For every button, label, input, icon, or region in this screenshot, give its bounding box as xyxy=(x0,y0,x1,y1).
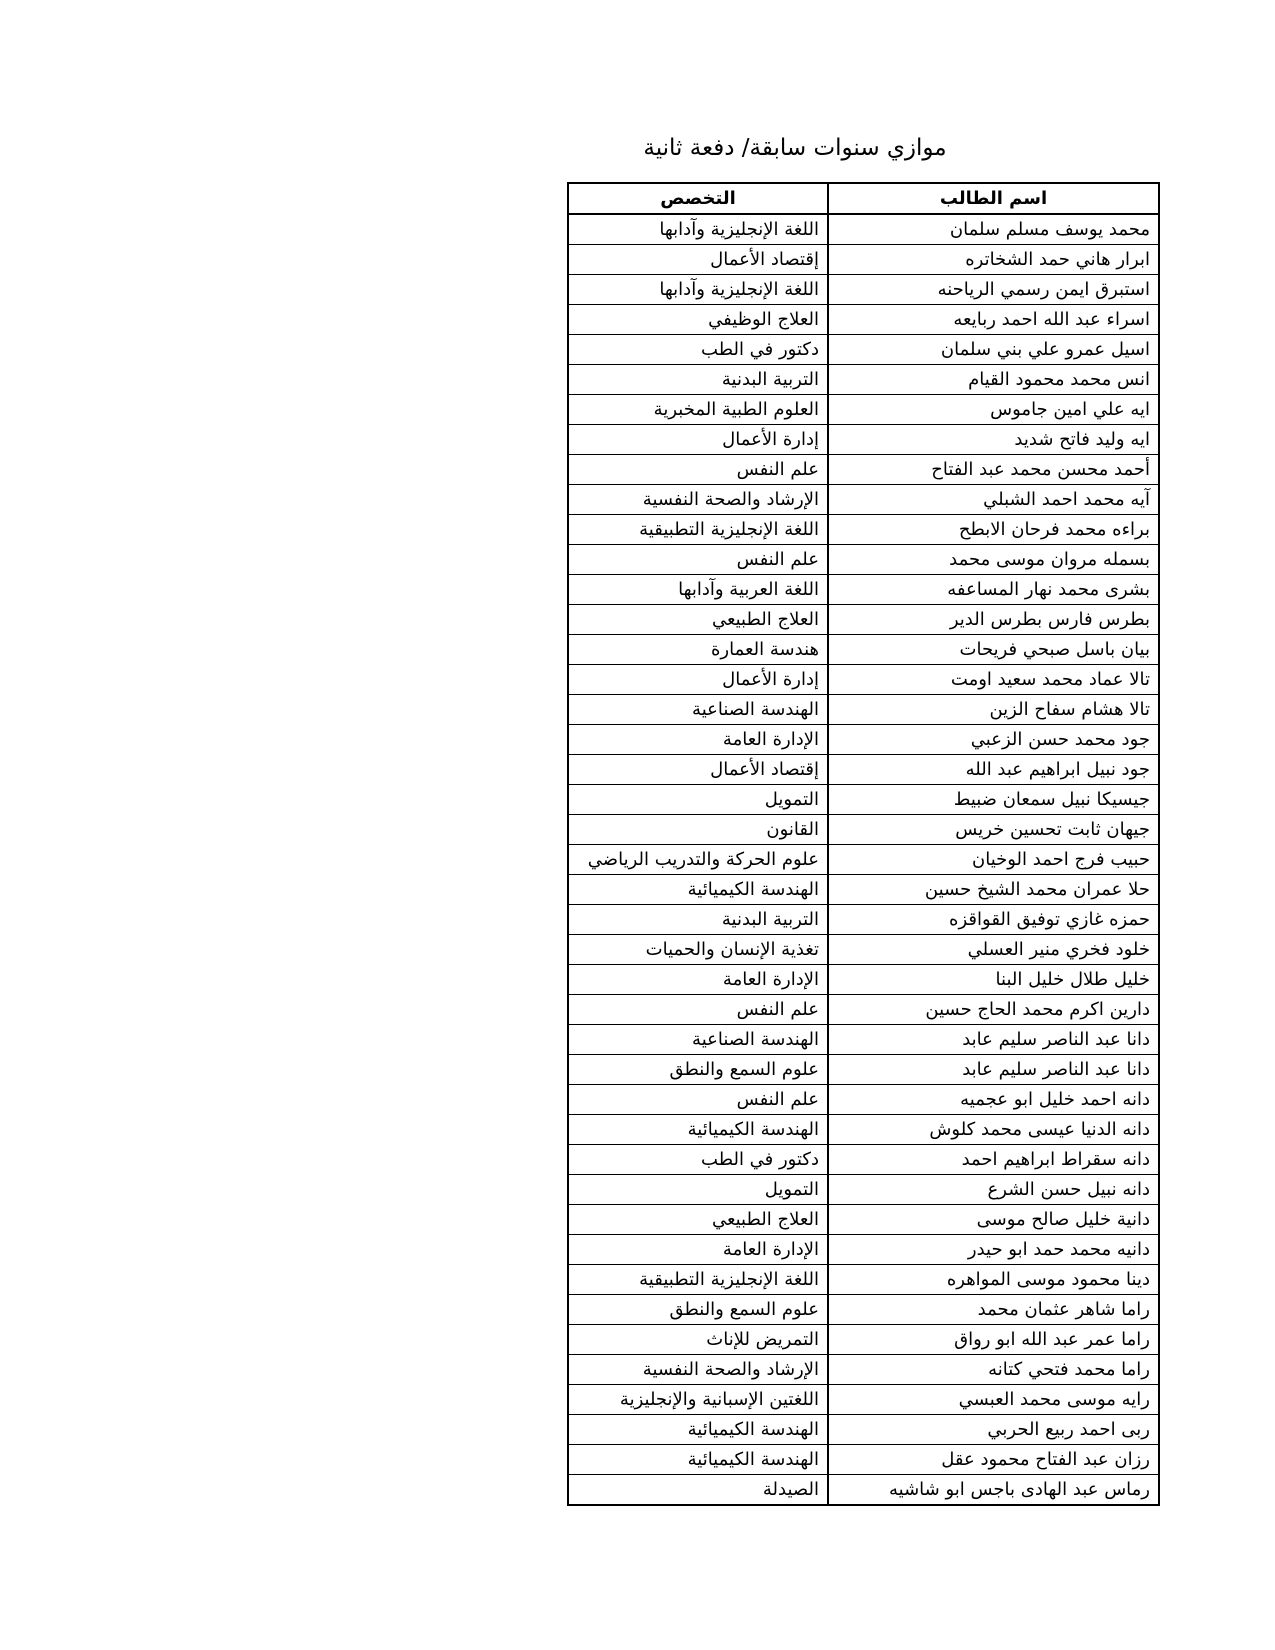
table-row xyxy=(568,935,1159,965)
major-cell: العلوم الطبية المخبرية xyxy=(568,395,828,425)
student-name-cell: راما عمر عبد الله ابو رواق xyxy=(828,1325,1159,1355)
student-name-cell: رايه موسى محمد العبسي xyxy=(828,1385,1159,1415)
table-row xyxy=(568,755,1159,785)
major-cell: إقتصاد الأعمال xyxy=(568,755,828,785)
major-cell: الإرشاد والصحة النفسية xyxy=(568,485,828,515)
students-table-body xyxy=(568,214,1159,1505)
major-cell: التربية البدنية xyxy=(568,905,828,935)
table-row xyxy=(568,1415,1159,1445)
table-row xyxy=(568,1085,1159,1115)
column-header-student-name: اسم الطالب xyxy=(828,183,1159,214)
major-cell: دكتور في الطب xyxy=(568,1145,828,1175)
student-name-cell: حمزه غازي توفيق القواقزه xyxy=(828,905,1159,935)
student-name-cell: آيه محمد احمد الشبلي xyxy=(828,485,1159,515)
table-row xyxy=(568,425,1159,455)
table-row xyxy=(568,245,1159,275)
major-cell: علوم الحركة والتدريب الرياضي xyxy=(568,845,828,875)
major-cell: العلاج الطبيعي xyxy=(568,605,828,635)
major-cell: علم النفس xyxy=(568,455,828,485)
major-cell: علوم السمع والنطق xyxy=(568,1055,828,1085)
major-cell: اللغة الإنجليزية التطبيقية xyxy=(568,1265,828,1295)
column-header-major: التخصص xyxy=(568,183,828,214)
student-name-cell: ربى احمد ربيع الحربي xyxy=(828,1415,1159,1445)
student-name-cell: ايه وليد فاتح شديد xyxy=(828,425,1159,455)
major-cell: علم النفس xyxy=(568,1085,828,1115)
major-cell: دكتور في الطب xyxy=(568,335,828,365)
table-row xyxy=(568,1055,1159,1085)
major-cell: علوم السمع والنطق xyxy=(568,1295,828,1325)
student-name-cell: خليل طلال خليل البنا xyxy=(828,965,1159,995)
student-name-cell: دانه احمد خليل ابو عجميه xyxy=(828,1085,1159,1115)
student-name-cell: تالا هشام سفاح الزين xyxy=(828,695,1159,725)
student-name-cell: دارين اكرم محمد الحاج حسين xyxy=(828,995,1159,1025)
table-row xyxy=(568,995,1159,1025)
table-row xyxy=(568,875,1159,905)
student-name-cell: استبرق ايمن رسمي الرياحنه xyxy=(828,275,1159,305)
student-name-cell: دانه سقراط ابراهيم احمد xyxy=(828,1145,1159,1175)
major-cell: اللغة العربية وآدابها xyxy=(568,575,828,605)
major-cell: التربية البدنية xyxy=(568,365,828,395)
table-row xyxy=(568,785,1159,815)
major-cell: الهندسة الكيميائية xyxy=(568,1415,828,1445)
major-cell: اللغة الإنجليزية التطبيقية xyxy=(568,515,828,545)
page-title: موازي سنوات سابقة/ دفعة ثانية xyxy=(643,135,947,161)
student-name-cell: بشرى محمد نهار المساعفه xyxy=(828,575,1159,605)
major-cell: الصيدلة xyxy=(568,1475,828,1506)
table-row xyxy=(568,335,1159,365)
table-row xyxy=(568,965,1159,995)
student-name-cell: أحمد محسن محمد عبد الفتاح xyxy=(828,455,1159,485)
student-name-cell: براءه محمد فرحان الابطح xyxy=(828,515,1159,545)
major-cell: الإدارة العامة xyxy=(568,725,828,755)
major-cell: التمريض للإناث xyxy=(568,1325,828,1355)
student-name-cell: تالا عماد محمد سعيد اومت xyxy=(828,665,1159,695)
table-row xyxy=(568,1205,1159,1235)
student-name-cell: ابرار هاني حمد الشخاتره xyxy=(828,245,1159,275)
major-cell: اللغة الإنجليزية وآدابها xyxy=(568,275,828,305)
student-name-cell: بيان باسل صبحي فريحات xyxy=(828,635,1159,665)
major-cell: إقتصاد الأعمال xyxy=(568,245,828,275)
table-row xyxy=(568,214,1159,245)
table-row xyxy=(568,545,1159,575)
student-name-cell: جيهان ثابت تحسين خريس xyxy=(828,815,1159,845)
major-cell: التمويل xyxy=(568,785,828,815)
major-cell: الهندسة الكيميائية xyxy=(568,1115,828,1145)
major-cell: اللغتين الإسبانية والإنجليزية xyxy=(568,1385,828,1415)
table-row xyxy=(568,1445,1159,1475)
major-cell: الهندسة الصناعية xyxy=(568,1025,828,1055)
table-row xyxy=(568,365,1159,395)
major-cell: هندسة العمارة xyxy=(568,635,828,665)
table-row xyxy=(568,1025,1159,1055)
student-name-cell: اسراء عبد الله احمد ربايعه xyxy=(828,305,1159,335)
table-row xyxy=(568,1325,1159,1355)
table-row xyxy=(568,1295,1159,1325)
table-row xyxy=(568,1115,1159,1145)
student-name-cell: محمد يوسف مسلم سلمان xyxy=(828,214,1159,245)
student-name-cell: دانا عبد الناصر سليم عابد xyxy=(828,1055,1159,1085)
table-row xyxy=(568,1475,1159,1506)
table-row xyxy=(568,1235,1159,1265)
major-cell: الإدارة العامة xyxy=(568,965,828,995)
major-cell: التمويل xyxy=(568,1175,828,1205)
major-cell: العلاج الطبيعي xyxy=(568,1205,828,1235)
major-cell: الهندسة الكيميائية xyxy=(568,1445,828,1475)
student-name-cell: حلا عمران محمد الشيخ حسين xyxy=(828,875,1159,905)
table-row xyxy=(568,1385,1159,1415)
table-header-row xyxy=(568,183,1159,214)
student-name-cell: خلود فخري منير العسلي xyxy=(828,935,1159,965)
student-name-cell: رماس عبد الهادى باجس ابو شاشيه xyxy=(828,1475,1159,1506)
major-cell: الإرشاد والصحة النفسية xyxy=(568,1355,828,1385)
students-table xyxy=(567,182,1160,1506)
table-row xyxy=(568,845,1159,875)
student-name-cell: حبيب فرج احمد الوخيان xyxy=(828,845,1159,875)
major-cell: اللغة الإنجليزية وآدابها xyxy=(568,214,828,245)
student-name-cell: دانية خليل صالح موسى xyxy=(828,1205,1159,1235)
table-row xyxy=(568,1175,1159,1205)
student-name-cell: دانا عبد الناصر سليم عابد xyxy=(828,1025,1159,1055)
student-name-cell: اسيل عمرو علي بني سلمان xyxy=(828,335,1159,365)
major-cell: علم النفس xyxy=(568,995,828,1025)
table-row xyxy=(568,1355,1159,1385)
student-name-cell: بطرس فارس بطرس الدير xyxy=(828,605,1159,635)
table-row xyxy=(568,905,1159,935)
student-name-cell: بسمله مروان موسى محمد xyxy=(828,545,1159,575)
table-row xyxy=(568,575,1159,605)
student-name-cell: جود نبيل ابراهيم عبد الله xyxy=(828,755,1159,785)
student-name-cell: دانه الدنيا عيسى محمد كلوش xyxy=(828,1115,1159,1145)
major-cell: علم النفس xyxy=(568,545,828,575)
table-row xyxy=(568,635,1159,665)
student-name-cell: راما شاهر عثمان محمد xyxy=(828,1295,1159,1325)
major-cell: الإدارة العامة xyxy=(568,1235,828,1265)
table-row xyxy=(568,305,1159,335)
table-row xyxy=(568,515,1159,545)
table-row xyxy=(568,695,1159,725)
major-cell: الهندسة الكيميائية xyxy=(568,875,828,905)
student-name-cell: جود محمد حسن الزعبي xyxy=(828,725,1159,755)
major-cell: القانون xyxy=(568,815,828,845)
major-cell: العلاج الوظيفي xyxy=(568,305,828,335)
table-row xyxy=(568,1145,1159,1175)
major-cell: إدارة الأعمال xyxy=(568,665,828,695)
major-cell: تغذية الإنسان والحميات xyxy=(568,935,828,965)
major-cell: الهندسة الصناعية xyxy=(568,695,828,725)
table-row xyxy=(568,275,1159,305)
student-name-cell: جيسيكا نبيل سمعان ضبيط xyxy=(828,785,1159,815)
table-row xyxy=(568,485,1159,515)
student-name-cell: ايه علي امين جاموس xyxy=(828,395,1159,425)
student-name-cell: رزان عبد الفتاح محمود عقل xyxy=(828,1445,1159,1475)
student-name-cell: دينا محمود موسى المواهره xyxy=(828,1265,1159,1295)
student-name-cell: انس محمد محمود القيام xyxy=(828,365,1159,395)
table-row xyxy=(568,725,1159,755)
student-name-cell: راما محمد فتحي كتانه xyxy=(828,1355,1159,1385)
table-row xyxy=(568,665,1159,695)
major-cell: إدارة الأعمال xyxy=(568,425,828,455)
table-row xyxy=(568,605,1159,635)
table-row xyxy=(568,815,1159,845)
table-row xyxy=(568,1265,1159,1295)
table-row xyxy=(568,455,1159,485)
student-name-cell: دانيه محمد حمد ابو حيدر xyxy=(828,1235,1159,1265)
table-row xyxy=(568,395,1159,425)
student-name-cell: دانه نبيل حسن الشرع xyxy=(828,1175,1159,1205)
